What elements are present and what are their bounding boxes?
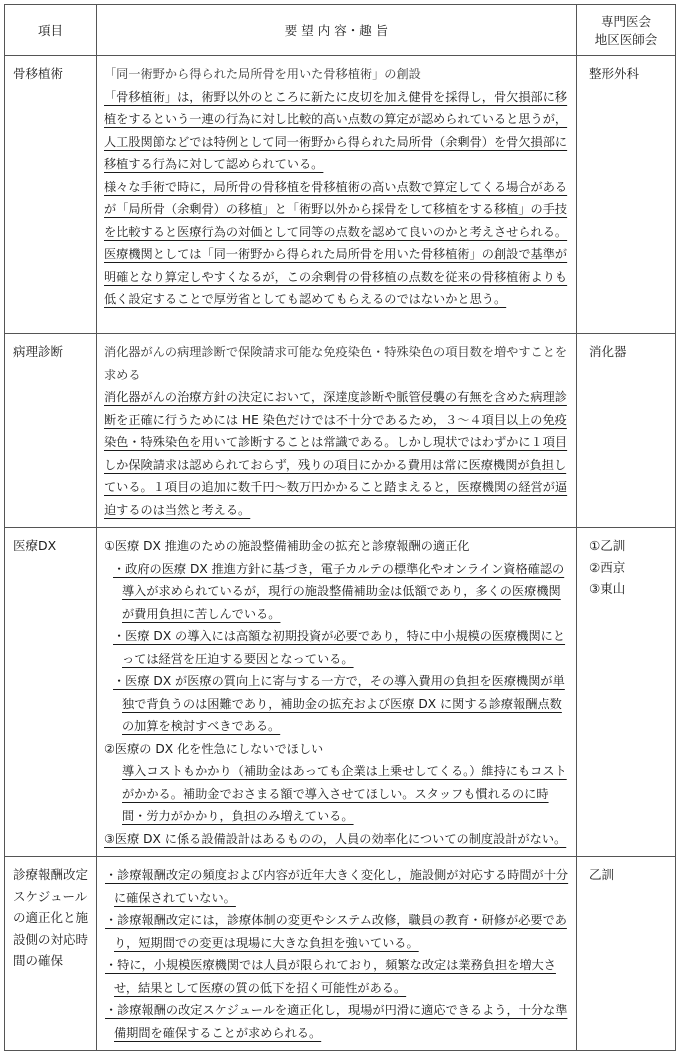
association-name: ①乙訓 (589, 538, 626, 553)
bullet-item: ・政府の医療 DX 推進方針に基づき，電子カルテの標準化やオンライン資格確認の導入が求められているが，現行の施設整備補助金は低額であり，多くの医療機関が費用負担に苦しんでいる。 (113, 561, 565, 621)
header-item: 項目 (5, 5, 97, 56)
row-item: 骨移植術 (5, 56, 97, 334)
section-heading: ②医療の DX 化を性急にしないでほしい (104, 741, 324, 756)
header-row (5, 5, 676, 56)
section-heading: ③医療 DX に係る設備設計はあるものの，人員の効率化についての制度設計がない。 (104, 831, 567, 846)
header-association-line2: 地区医師会 (594, 32, 658, 47)
row-content (97, 56, 577, 334)
section-text: 導入コストもかかり（補助金はあっても企業は上乗せしてくる。）維持にもコストがかかる。補助金でおさまる額で導入させてほしい。スタッフも慣れるのに時間・労力がかかり，負担のみ増えている。 (122, 764, 567, 823)
row-content (97, 334, 577, 528)
bullet-item: ・診療報酬の改定スケジュールを適正化し，現場が円滑に適応できるよう，十分な準備期間を確保することが求められる。 (105, 1003, 568, 1040)
row-paragraph: 様々な手術で時に，局所骨の骨移植を骨移植術の高い点数で算定してくる場合があるが「局所骨（余剰骨）の移植」と「術野以外から採骨をして移植をする移植」の手技を比較すると医療行為の対価として同等の点数を認めて良いのかと考えさせられる。 (104, 179, 568, 239)
table-row (5, 56, 676, 334)
row-association (577, 528, 676, 857)
association-name: ③東山 (589, 581, 626, 596)
row-intro: 消化器がんの病理診断で保険請求可能な免疫染色・特殊染色の項目数を増やすことを求める (104, 345, 568, 382)
section-heading: ①医療 DX 推進のための施設整備補助金の拡充と診療報酬の適正化 (104, 539, 470, 553)
header-content: 要 望 内 容・趣 旨 (97, 5, 577, 56)
row-content (97, 528, 577, 857)
row-item: 医療DX (5, 528, 97, 857)
request-table (4, 4, 676, 1051)
row-association (577, 56, 676, 334)
association-name: 整形外科 (589, 66, 640, 81)
row-content (97, 857, 577, 1051)
bullet-item: ・診療報酬改定には，診療体制の変更やシステム改修，職員の教育・研修が必要であり，短期間での変更は現場に大きな負担を強いている。 (105, 913, 567, 950)
row-association (577, 334, 676, 528)
bullet-item: ・医療 DX が医療の質向上に寄与する一方で，その導入費用の負担を医療機関が単独で背負うのは困難であり，補助金の拡充および医療 DX に関する診療報酬点数の加算を検討すべきである。 (113, 674, 565, 733)
row-item: 病理診断 (5, 334, 97, 528)
table-row (5, 857, 676, 1051)
association-name: 消化器 (589, 344, 627, 359)
bullet-item: ・特に，小規模医療機関では人員が限られており，頻繁な改定は業務負担を増大させ，結果として医療の質の低下を招く可能性がある。 (105, 958, 556, 995)
table-row (5, 334, 676, 528)
bullet-item: ・医療 DX の導入には高額な初期投資が必要であり，特に中小規模の医療機関にとっては経営を圧迫する要因となっている。 (113, 629, 566, 666)
row-intro: 「同一術野から得られた局所骨を用いた骨移植術」の創設 (104, 67, 421, 81)
row-paragraph: 医療機関としては「同一術野から得られた局所骨を用いた骨移植術」の創設で基準が明確となり算定しやすくなるが，この余剰骨の骨移植の点数を従来の骨移植術よりも低く設定することで厚労省としても認めてもらえるのではないかと思う。 (104, 247, 568, 306)
header-association (577, 5, 676, 56)
row-paragraph: 消化器がんの治療方針の決定において，深達度診断や脈管侵襲の有無を含めた病理診断を正確に行うためには HE 染色だけでは不十分であるため，３～４項目以上の免疫染色・特殊染色を用いて診断することは常識である。しかし現状ではわずかに１項目しか保険請求は認められておらず，残りの項目にかかる費用は常に医療機関が負担している。１項目の追加に数千円～数万円かかること踏まえると，医療機関の経営が逼迫するのは当然と考える。 (104, 390, 568, 517)
table-row (5, 528, 676, 857)
header-association-line1: 専門医会 (600, 14, 651, 29)
row-paragraph: 「骨移植術」は，術野以外のところに新たに皮切を加え健骨を採得し，骨欠損部に移植をするという一連の行為に対し比較的高い点数の算定が認められていると思うが，人工股関節などでは特例として同一術野から得られた局所骨（余剰骨）を骨欠損部に移植する行為に対して認められている。 (104, 89, 568, 171)
row-association (577, 857, 676, 1051)
bullet-item: ・診療報酬改定の頻度および内容が近年大きく変化し，施設側が対応する時間が十分に確保されていない。 (105, 868, 569, 905)
row-item: 診療報酬改定スケジュールの適正化と施設側の対応時間の確保 (5, 857, 97, 1051)
association-name: 乙訓 (589, 867, 615, 882)
association-name: ②西京 (589, 559, 626, 575)
